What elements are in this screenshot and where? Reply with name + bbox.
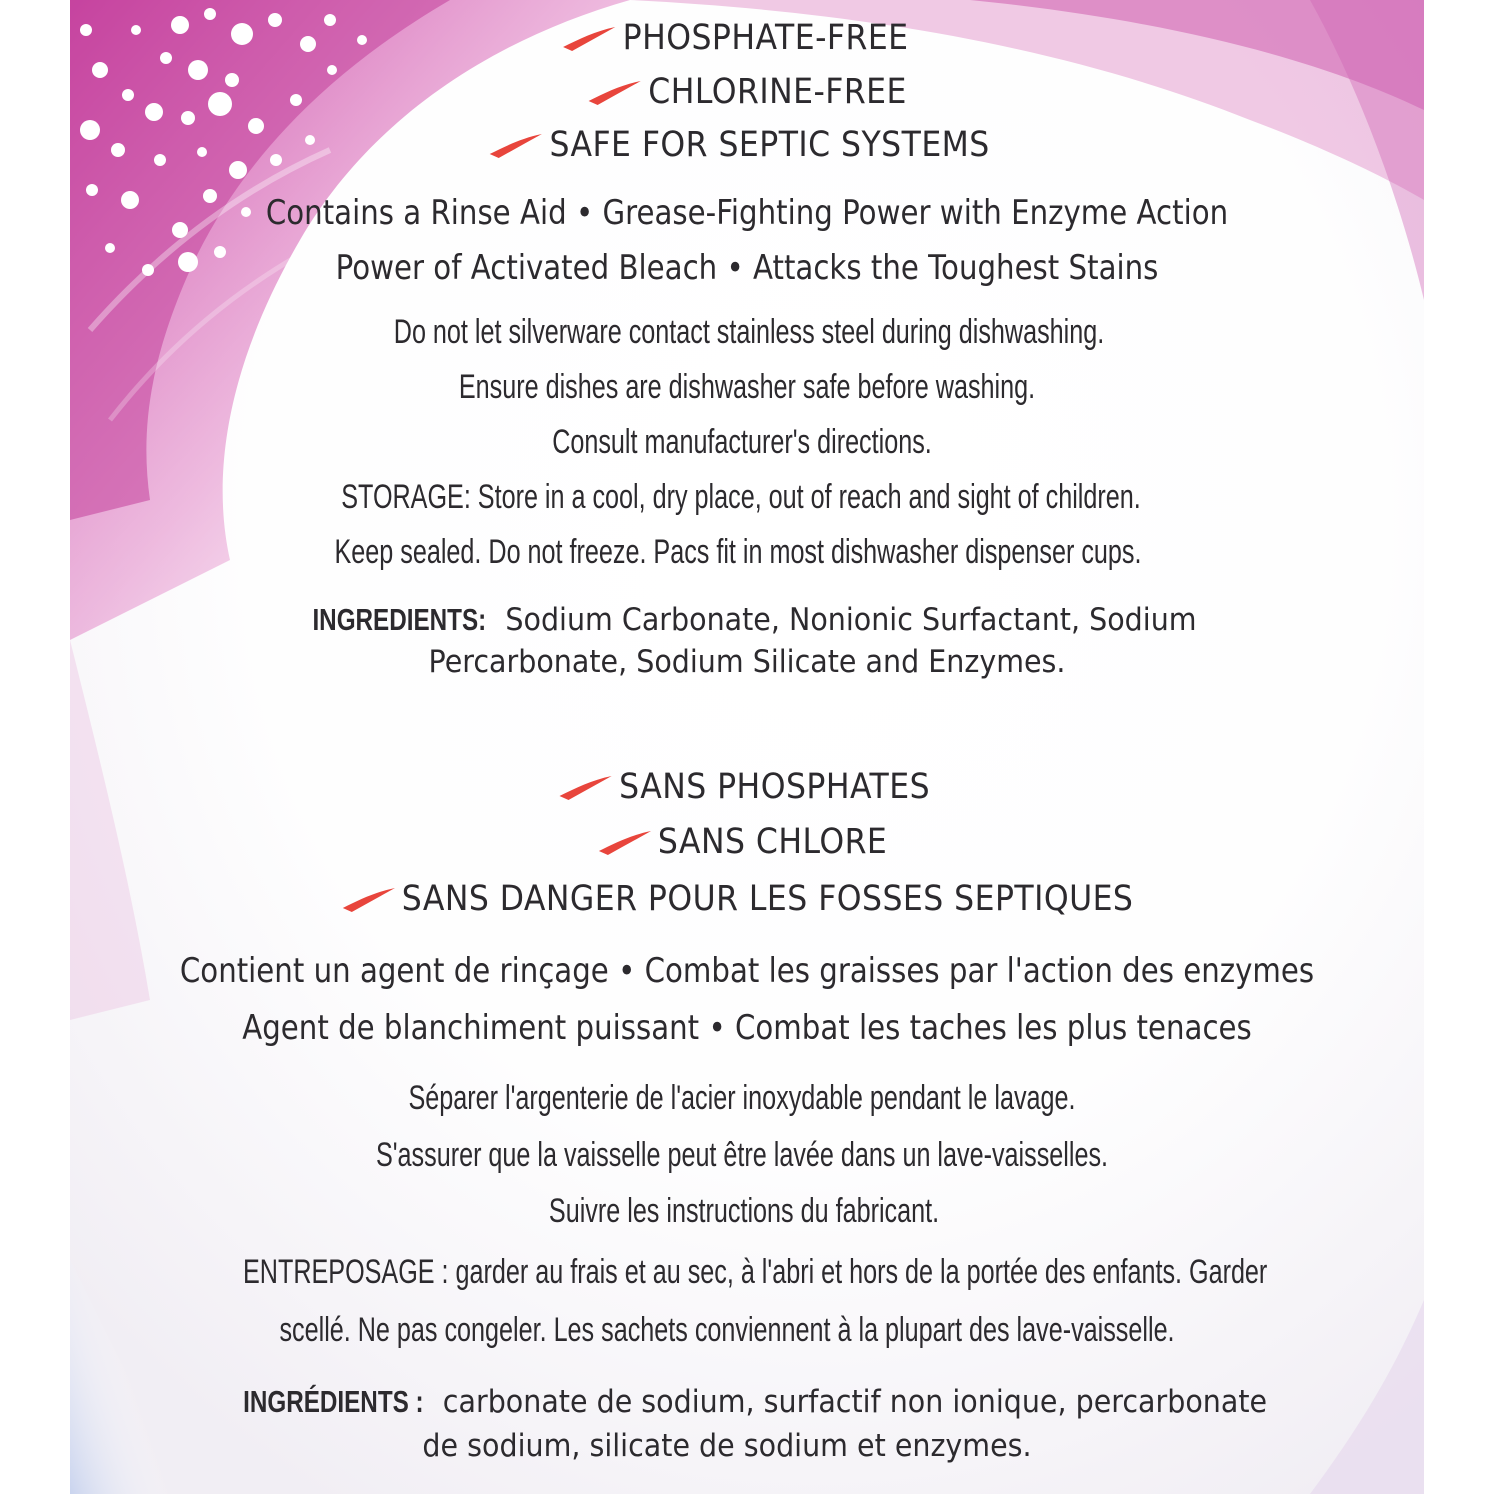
storage-line-fr-2: scellé. Ne pas congeler. Les sachets conviennent à la plupart des lave-vaisselle. xyxy=(279,1311,1175,1349)
instruction-line-fr-3: Suivre les instructions du fabricant. xyxy=(548,1192,940,1230)
red-checkmark-icon xyxy=(587,79,643,105)
feature-line-fr-1: Contient un agent de rinçage • Combat les graisses par l'action des enzymes xyxy=(179,951,1315,991)
storage-line-fr-1: ENTREPOSAGE : garder au frais et au sec, à l'abri et hors de la portée des enfants. Garder xyxy=(243,1253,1268,1291)
ingredients-line-fr-1: INGRÉDIENTS : carbonate de sodium, surfactif non ionique, percarbonate xyxy=(242,1384,1268,1420)
ingredients-label-fr: INGRÉDIENTS : xyxy=(242,1384,424,1419)
red-checkmark-icon xyxy=(561,25,617,51)
instruction-line-fr-2: S'assurer que la vaisselle peut être lavée dans un lave-vaisselles. xyxy=(375,1136,1109,1174)
red-checkmark-icon xyxy=(341,886,397,912)
claim-sans-phosphates: SANS PHOSPHATES xyxy=(135,767,1354,807)
ingredients-line-fr-2: de sodium, silicate de sodium et enzymes. xyxy=(422,1428,1032,1464)
ingredients-line-1: INGREDIENTS: Sodium Carbonate, Nonionic Surfactant, Sodium xyxy=(312,602,1197,638)
feature-line-fr-2: Agent de blanchiment puissant • Combat les taches les plus tenaces xyxy=(242,1008,1252,1048)
claim-phosphate-free: PHOSPHATE-FREE xyxy=(126,18,1345,58)
product-label xyxy=(70,0,1424,1494)
feature-line-1: Contains a Rinse Aid • Grease-Fighting Power with Enzyme Action xyxy=(265,193,1229,233)
red-checkmark-icon xyxy=(597,829,653,855)
claim-sans-chlore: SANS CHLORE xyxy=(133,822,1352,862)
instruction-line-1: Do not let silverware contact stainless steel during dishwashing. xyxy=(393,313,1105,351)
storage-line-1: STORAGE: Store in a cool, dry place, out of reach and sight of children. xyxy=(341,478,1141,516)
red-checkmark-icon xyxy=(558,774,614,800)
instruction-line-3: Consult manufacturer's directions. xyxy=(552,423,932,461)
claim-chlorine-free: CHLORINE-FREE xyxy=(138,72,1357,112)
instruction-line-fr-1: Séparer l'argenterie de l'acier inoxydable pendant le lavage. xyxy=(408,1079,1076,1117)
feature-line-2: Power of Activated Bleach • Attacks the Toughest Stains xyxy=(335,248,1159,288)
claim-safe-for-septic: SAFE FOR SEPTIC SYSTEMS xyxy=(130,125,1349,165)
red-checkmark-icon xyxy=(488,132,544,158)
storage-line-2: Keep sealed. Do not freeze. Pacs fit in most dishwasher dispenser cups. xyxy=(334,533,1142,571)
ingredients-line-2: Percarbonate, Sodium Silicate and Enzymes. xyxy=(428,644,1066,680)
instruction-line-2: Ensure dishes are dishwasher safe before washing. xyxy=(458,368,1036,406)
claim-sans-danger-fosses: SANS DANGER POUR LES FOSSES SEPTIQUES xyxy=(128,879,1347,919)
ingredients-label: INGREDIENTS: xyxy=(312,602,487,637)
